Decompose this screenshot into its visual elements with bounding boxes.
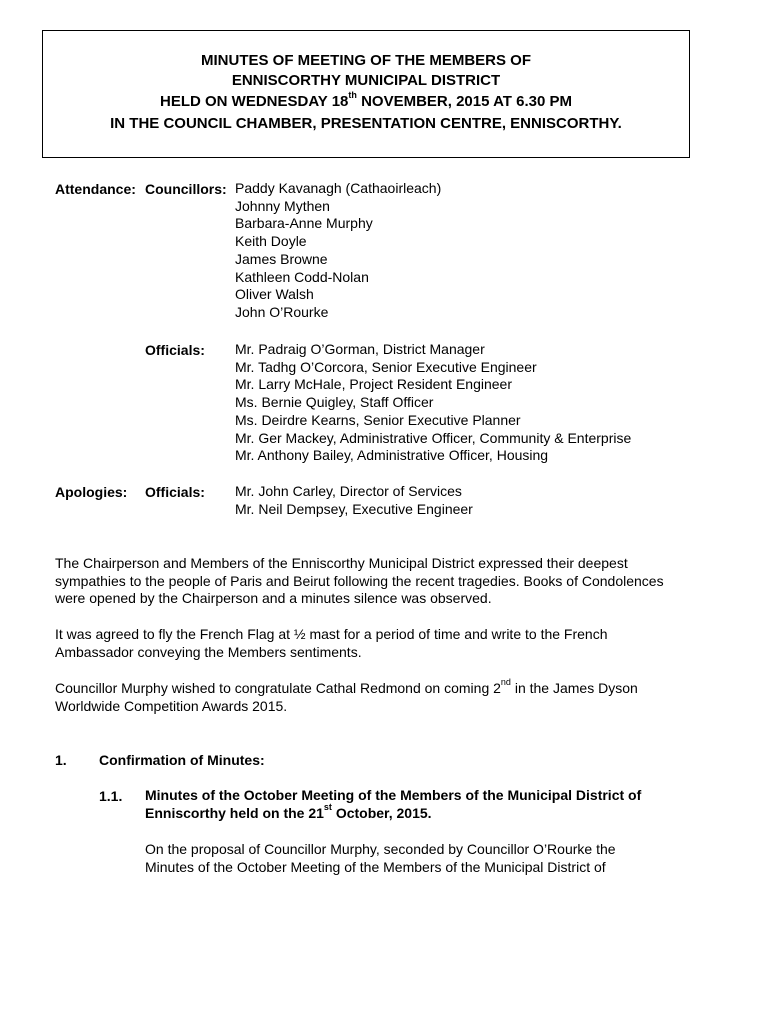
paragraph-line: It was agreed to fly the French Flag at ½ mast for a period of time and write to the French — [55, 626, 608, 642]
paragraph-line: The Chairperson and Members of the Enniscorthy Municipal District expressed their deepest — [55, 555, 628, 571]
subsection-body — [145, 841, 616, 876]
subsection-title — [145, 787, 641, 822]
paragraph-line: sympathies to the people of Paris and Beirut following the recent tragedies. Books of Condolences — [55, 572, 664, 589]
councillors-label: Councillors: — [145, 181, 227, 197]
title-line-3-pre: HELD ON WEDNESDAY 18 — [160, 93, 349, 110]
councillor-name: Keith Doyle — [235, 233, 307, 250]
paragraph-french-flag — [55, 626, 735, 661]
paragraph-line — [55, 677, 735, 698]
text-segment: in the James Dyson — [510, 680, 638, 696]
councillor-name: James Browne — [235, 250, 328, 267]
councillor-name: John O’Rourke — [235, 303, 329, 320]
official-entry: Ms. Deirdre Kearns, Senior Executive Planner — [235, 411, 521, 428]
officials-list — [235, 341, 631, 465]
subsection-title-line: Minutes of the October Meeting of the Members of the Municipal District of — [145, 787, 642, 803]
paragraph-condolences — [55, 555, 735, 608]
official-entry: Mr. Padraig O’Gorman, District Manager — [235, 341, 485, 357]
paragraph-line: were opened by the Chairperson and a minutes silence was observed. — [55, 590, 492, 607]
title-line-3 — [43, 92, 689, 111]
section-title: Confirmation of Minutes: — [99, 752, 265, 768]
apologies-label: Apologies: — [55, 484, 128, 500]
superscript: nd — [500, 677, 511, 688]
councillor-name: Barbara-Anne Murphy — [235, 215, 373, 232]
official-entry: Mr. Larry McHale, Project Resident Engineer — [235, 376, 512, 393]
section-number: 1. — [55, 752, 67, 768]
title-line-4: IN THE COUNCIL CHAMBER, PRESENTATION CENTRE, ENNISCORTHY. — [110, 115, 622, 132]
apology-entry: Mr. John Carley, Director of Services — [235, 483, 462, 499]
official-entry: Ms. Bernie Quigley, Staff Officer — [235, 394, 434, 411]
councillors-list — [235, 180, 441, 322]
paragraph-line: Minutes of the October Meeting of the Members of the Municipal District of — [145, 858, 606, 875]
officials-label: Officials: — [145, 342, 205, 358]
councillor-name: Johnny Mythen — [235, 197, 330, 214]
attendance-label: Attendance: — [55, 181, 136, 197]
paragraph-line: Worldwide Competition Awards 2015. — [55, 697, 288, 714]
paragraph-line: On the proposal of Councillor Murphy, seconded by Councillor O’Rourke the — [145, 841, 616, 857]
title-line-3-sup: th — [348, 90, 357, 100]
councillor-name: Kathleen Codd-Nolan — [235, 268, 369, 285]
official-entry: Mr. Tadhg O’Corcora, Senior Executive Engineer — [235, 358, 537, 375]
title-line-2: ENNISCORTHY MUNICIPAL DISTRICT — [231, 72, 501, 89]
official-entry: Mr. Ger Mackey, Administrative Officer, Community & Enterprise — [235, 429, 632, 446]
official-entry: Mr. Anthony Bailey, Administrative Officer, Housing — [235, 447, 549, 464]
paragraph-line: Ambassador conveying the Members sentiments. — [55, 643, 362, 660]
councillor-name: Paddy Kavanagh (Cathaoirleach) — [235, 180, 442, 196]
subsection-number: 1.1. — [99, 788, 123, 804]
apology-entry: Mr. Neil Dempsey, Executive Engineer — [235, 500, 473, 517]
subsection-title-line — [145, 802, 641, 823]
text-segment: Enniscorthy held on the 21 — [145, 804, 324, 821]
text-segment: Councillor Murphy wished to congratulate Cathal Redmond on coming 2 — [55, 680, 501, 696]
title-box — [42, 30, 690, 158]
paragraph-congratulations — [55, 677, 735, 715]
apologies-officials-label: Officials: — [145, 484, 205, 500]
title-line-3-post: NOVEMBER, 2015 AT 6.30 PM — [356, 93, 572, 110]
apologies-list — [235, 483, 473, 518]
title-line-1: MINUTES OF MEETING OF THE MEMBERS OF — [201, 52, 531, 69]
councillor-name: Oliver Walsh — [235, 286, 314, 303]
superscript: st — [323, 802, 332, 813]
text-segment: October, 2015. — [331, 804, 432, 821]
